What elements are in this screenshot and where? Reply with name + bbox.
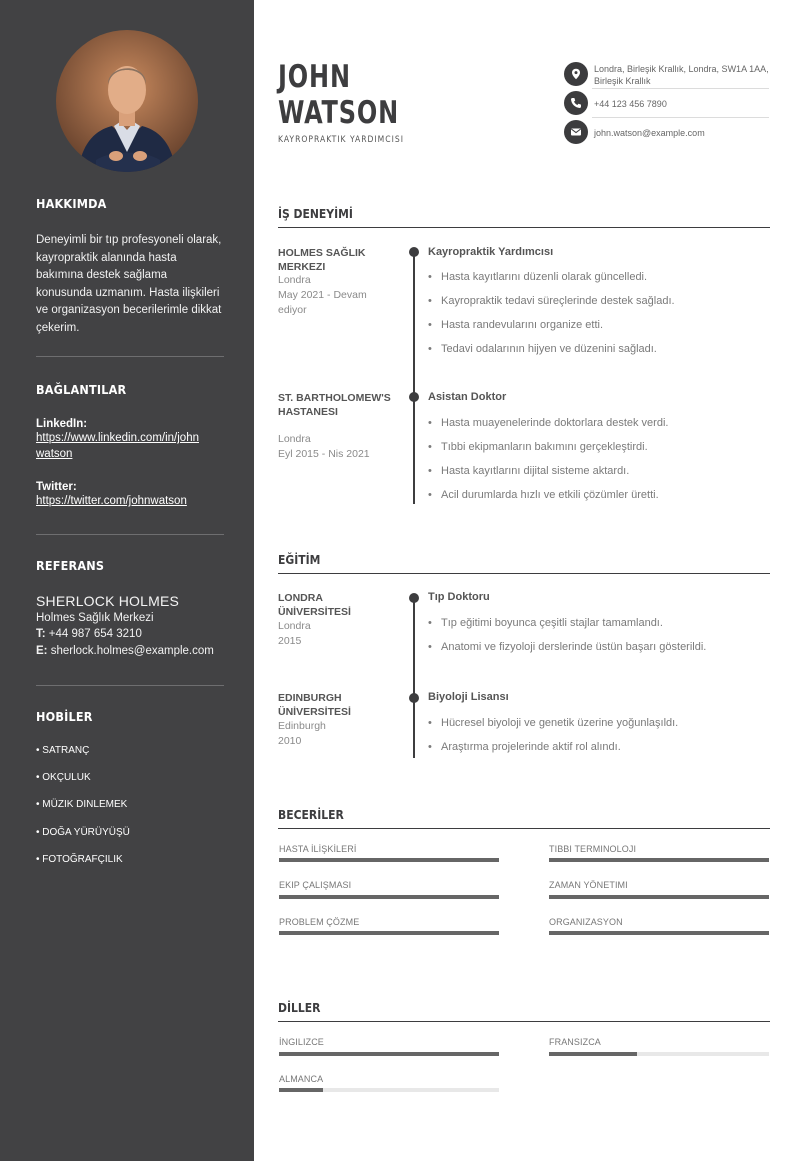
- language-bar: [279, 1052, 499, 1056]
- last-name: WATSON: [278, 95, 400, 131]
- twitter-block: [36, 481, 224, 509]
- reference-phone-row: [36, 626, 236, 643]
- job-role: Kayropraktik Yardımcısı: [428, 246, 554, 258]
- job-bullet: • Hasta randevularını organize etti.: [428, 319, 603, 331]
- contact-phone: +44 123 456 7890: [594, 99, 667, 109]
- skill-bar: [549, 895, 769, 899]
- job-org: HOLMES SAĞLIK MERKEZI: [278, 247, 366, 273]
- language-bar-fill: [279, 1088, 323, 1092]
- links-heading: BAĞLANTILAR: [36, 382, 127, 397]
- language-bar-fill: [549, 1052, 637, 1056]
- skill-bar: [279, 858, 499, 862]
- divider: [36, 356, 224, 357]
- languages-heading: DİLLER: [278, 1001, 321, 1015]
- twitter-label: Twitter:: [36, 481, 77, 493]
- skill-bar-fill: [279, 931, 499, 935]
- skill-label: ORGANIZASYON: [549, 917, 623, 927]
- skill-label: ZAMAN YÖNETIMI: [549, 880, 628, 890]
- education-bullet: • Araştırma projelerinde aktif rol alındı.: [428, 741, 621, 753]
- hobby-item: • SATRANÇ: [36, 745, 90, 756]
- reference-block: [36, 593, 236, 659]
- about-heading: HAKKIMDA: [36, 196, 107, 211]
- timeline-dot: [409, 693, 419, 703]
- skill-bar-fill: [549, 858, 769, 862]
- profile-photo: [56, 30, 198, 172]
- reference-email-label: E:: [36, 644, 48, 657]
- education-heading: EĞİTİM: [278, 553, 321, 567]
- section-rule: [278, 828, 770, 829]
- job-dates: May 2021 - Devam ediyor: [278, 289, 367, 316]
- linkedin-label: LinkedIn:: [36, 418, 88, 430]
- reference-heading: REFERANS: [36, 558, 105, 573]
- twitter-link[interactable]: https://twitter.com/johnwatson: [36, 495, 187, 507]
- language-label: İNGILIZCE: [279, 1037, 324, 1047]
- reference-org: Holmes Sağlık Merkezi: [36, 611, 154, 624]
- skill-bar: [549, 858, 769, 862]
- contact-address: Londra, Birleşik Krallık, Londra, SW1A 1AA, Birleşik Krallık: [594, 64, 769, 86]
- language-label: ALMANCA: [279, 1074, 324, 1084]
- skill-bar: [279, 931, 499, 935]
- job-bullet: • Hasta muayenelerinde doktorlara destek verdi.: [428, 417, 668, 429]
- reference-email: sherlock.holmes@example.com: [50, 644, 214, 657]
- job-bullet: • Hasta kayıtlarını dijital sisteme aktardı.: [428, 465, 629, 477]
- skill-label: EKIP ÇALIŞMASI: [279, 880, 352, 890]
- experience-heading: İŞ DENEYİMİ: [278, 207, 353, 221]
- section-rule: [278, 1021, 770, 1022]
- education-bullet: • Hücresel biyoloji ve genetik üzerine yoğunlaşıldı.: [428, 717, 678, 729]
- skill-bar-fill: [549, 895, 769, 899]
- divider: [36, 685, 224, 686]
- hobby-item: • MÜZIK DINLEMEK: [36, 799, 128, 810]
- language-bar-fill: [279, 1052, 499, 1056]
- job-location: Londra: [278, 274, 311, 286]
- skill-bar: [549, 931, 769, 935]
- reference-phone: +44 987 654 3210: [48, 628, 142, 640]
- section-rule: [278, 227, 770, 228]
- skill-label: HASTA İLİŞKİLERİ: [279, 844, 357, 854]
- sidebar: [0, 0, 254, 1161]
- timeline-dot: [409, 247, 419, 257]
- job-bullet: • Tıbbi ekipmanların bakımını gerçekleştirdi.: [428, 441, 648, 453]
- hobby-item: • OKÇULUK: [36, 772, 91, 783]
- education-bullet: • Tıp eğitimi boyunca çeşitli stajlar tamamlandı.: [428, 617, 663, 629]
- skill-label: PROBLEM ÇÖZME: [279, 917, 360, 927]
- divider: [592, 117, 769, 118]
- education-bullet: • Anatomi ve fizyoloji derslerinde üstün başarı gösterildi.: [428, 641, 706, 653]
- school-date: 2010: [278, 735, 302, 747]
- skill-label: TIBBI TERMINOLOJI: [549, 844, 637, 854]
- degree: Biyoloji Lisansı: [428, 691, 509, 703]
- reference-email-row: [36, 643, 236, 660]
- linkedin-link[interactable]: https://www.linkedin.com/in/john watson: [36, 432, 199, 460]
- email-icon: [564, 120, 588, 144]
- education-timeline: [413, 598, 415, 758]
- language-bar: [549, 1052, 769, 1056]
- school-location: Edinburgh: [278, 720, 326, 732]
- reference-name: SHERLOCK HOLMES: [36, 593, 180, 609]
- hobby-item: • FOTOĞRAFÇILIK: [36, 854, 123, 865]
- divider: [592, 88, 769, 89]
- skill-bar-fill: [549, 931, 769, 935]
- job-title: KAYROPRAKTIK YARDIMCISI: [278, 135, 404, 145]
- timeline-dot: [409, 392, 419, 402]
- skill-bar: [279, 895, 499, 899]
- hobbies-heading: HOBİLER: [36, 709, 93, 724]
- school-location: Londra: [278, 620, 311, 632]
- skill-bar-fill: [279, 858, 499, 862]
- experience-timeline: [413, 252, 415, 504]
- job-location: Londra: [278, 433, 311, 445]
- school-name: EDINBURGH ÜNİVERSİTESİ: [278, 692, 351, 718]
- about-text: Deneyimli bir tıp profesyoneli olarak, kayropraktik alanında hasta bakımına destek sağlama konusunda uzmanım. Hasta ilişkileri ve organizasyon becerilerimle dikkat çekerim.: [36, 234, 222, 334]
- avatar: [56, 30, 198, 172]
- skills-heading: BECERİLER: [278, 808, 344, 822]
- hobby-item: • DOĞA YÜRÜYÜŞÜ: [36, 827, 130, 838]
- reference-phone-label: T:: [36, 628, 46, 640]
- contact-email[interactable]: john.watson@example.com: [594, 128, 705, 138]
- first-name: JOHN: [278, 59, 351, 95]
- job-dates: Eyl 2015 - Nis 2021: [278, 448, 370, 460]
- job-bullet: • Kayropraktik tedavi süreçlerinde destek sağladı.: [428, 295, 675, 307]
- school-date: 2015: [278, 635, 302, 647]
- job-bullet: • Hasta kayıtlarını düzenli olarak güncelledi.: [428, 271, 647, 283]
- job-org: ST. BARTHOLOMEW'S HASTANESI: [278, 392, 391, 418]
- job-bullet: • Acil durumlarda hızlı ve etkili çözümler üretti.: [428, 489, 659, 501]
- linkedin-block: [36, 418, 224, 462]
- language-bar: [279, 1088, 499, 1092]
- divider: [36, 534, 224, 535]
- skill-bar-fill: [279, 895, 499, 899]
- language-label: FRANSIZCA: [549, 1037, 601, 1047]
- job-role: Asistan Doktor: [428, 391, 507, 403]
- location-pin-icon: [564, 62, 588, 86]
- school-name: LONDRA ÜNİVERSİTESİ: [278, 592, 351, 618]
- job-bullet: • Tedavi odalarının hijyen ve düzenini sağladı.: [428, 343, 657, 355]
- phone-icon: [564, 91, 588, 115]
- section-rule: [278, 573, 770, 574]
- degree: Tıp Doktoru: [428, 591, 490, 603]
- timeline-dot: [409, 593, 419, 603]
